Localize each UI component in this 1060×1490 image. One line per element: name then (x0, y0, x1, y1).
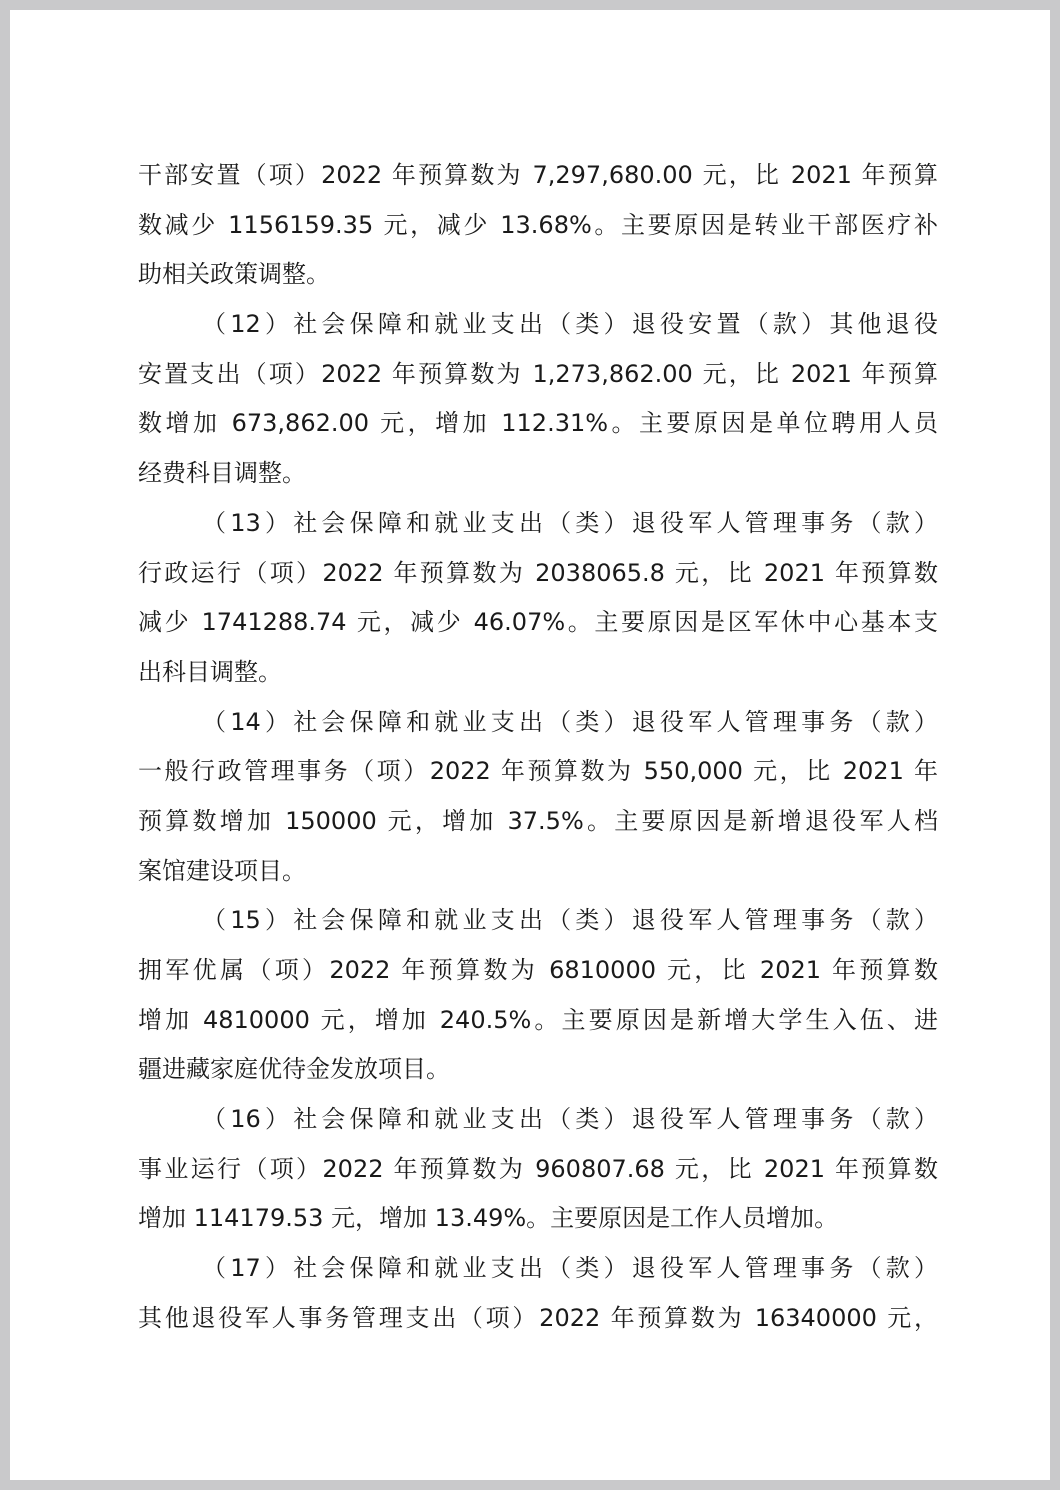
text-line: 案馆建设项目。 (138, 856, 306, 885)
text-line: 其他退役军人事务管理支出（项）2022 年预算数为 16340000 元， (138, 1303, 938, 1332)
text-line: 一般行政管理事务（项）2022 年预算数为 550,000 元，比 2021 年 (138, 757, 938, 786)
paragraph-first-line: （17）社会保障和就业支出（类）退役军人管理事务（款） (202, 1254, 938, 1283)
paragraph-first-line: （13）社会保障和就业支出（类）退役军人管理事务（款） (202, 508, 938, 537)
text-line: 事业运行（项）2022 年预算数为 960807.68 元，比 2021 年预算数 (138, 1154, 938, 1183)
text-line: 出科目调整。 (138, 657, 282, 686)
paragraph-first-line: （12）社会保障和就业支出（类）退役安置（款）其他退役 (202, 310, 938, 339)
text-line: 助相关政策调整。 (138, 260, 330, 289)
text-line: 增加 4810000 元，增加 240.5%。主要原因是新增大学生入伍、进 (138, 1005, 938, 1034)
text-line: 干部安置（项）2022 年预算数为 7,297,680.00 元，比 2021 年预算 (138, 161, 938, 189)
text-line: 增加 114179.53 元，增加 13.49%。主要原因是工作人员增加。 (138, 1204, 839, 1233)
document-body (138, 151, 938, 1344)
text-line: 数减少 1156159.35 元，减少 13.68%。主要原因是转业干部医疗补 (138, 210, 938, 239)
text-line: 行政运行（项）2022 年预算数为 2038065.8 元，比 2021 年预算数 (138, 558, 938, 587)
text-line: 拥军优属（项）2022 年预算数为 6810000 元，比 2021 年预算数 (138, 956, 938, 984)
text-line: 数增加 673,862.00 元，增加 112.31%。主要原因是单位聘用人员 (138, 409, 938, 438)
text-line: 预算数增加 150000 元，增加 37.5%。主要原因是新增退役军人档 (138, 806, 938, 835)
document-page (10, 10, 1050, 1480)
paragraph-first-line: （16）社会保障和就业支出（类）退役军人管理事务（款） (202, 1105, 938, 1134)
text-line: 经费科目调整。 (138, 459, 306, 488)
text-line: 安置支出（项）2022 年预算数为 1,273,862.00 元，比 2021 年预算 (138, 359, 938, 388)
text-line: 疆进藏家庭优待金发放项目。 (138, 1055, 450, 1084)
paragraph-first-line: （15）社会保障和就业支出（类）退役军人管理事务（款） (202, 906, 938, 935)
text-line: 减少 1741288.74 元，减少 46.07%。主要原因是区军休中心基本支 (138, 608, 938, 637)
paragraph-first-line: （14）社会保障和就业支出（类）退役军人管理事务（款） (202, 707, 938, 736)
